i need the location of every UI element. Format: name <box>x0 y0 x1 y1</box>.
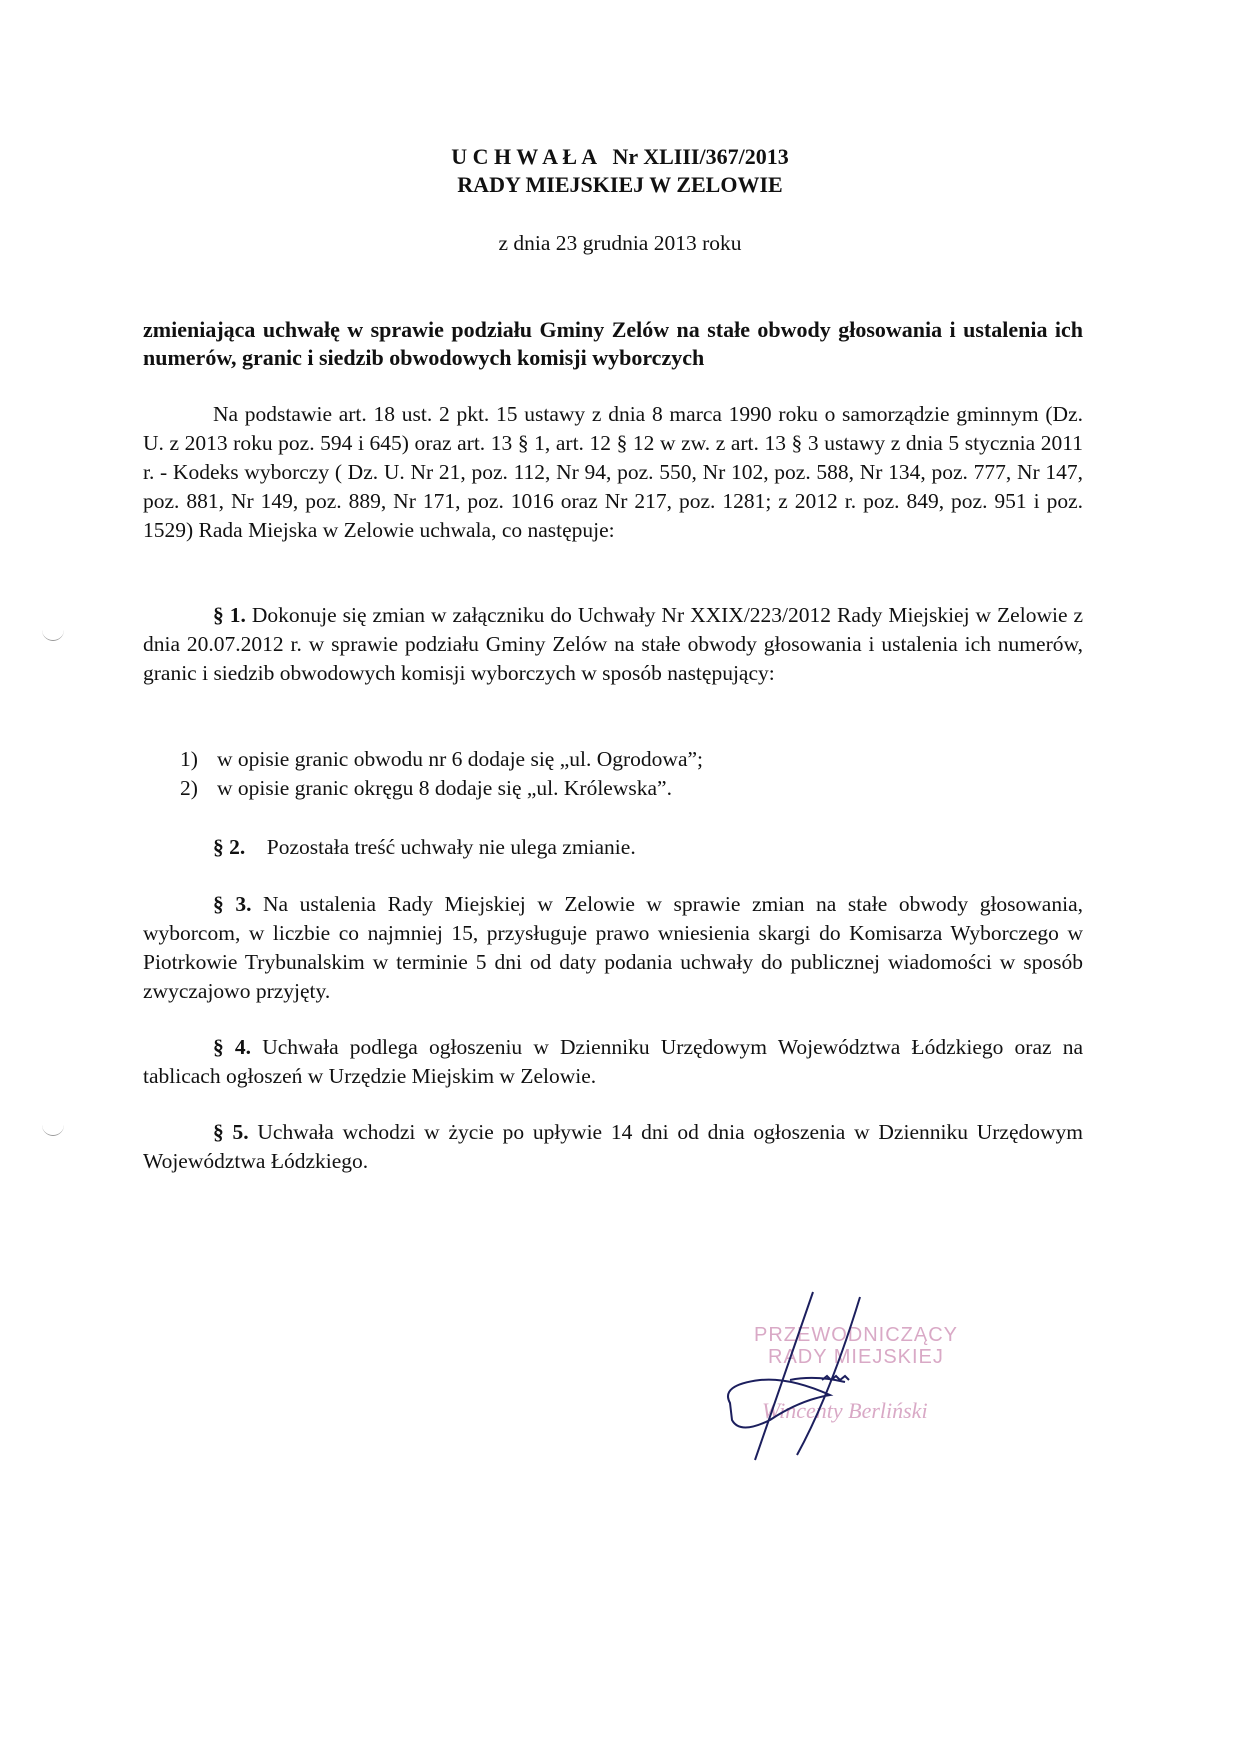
section-1 <box>143 601 1083 688</box>
list-text: w opisie granic okręgu 8 dodaje się „ul. Królewska”. <box>217 776 672 800</box>
section-4 <box>143 1033 1083 1091</box>
section-text: Uchwała wchodzi w życie po upływie 14 dni od dnia ogłoszenia w Dzienniku Urzędowym Województwa Łódzkiego. <box>143 1120 1083 1173</box>
list-item <box>180 745 703 774</box>
preamble: Na podstawie art. 18 ust. 2 pkt. 15 ustawy z dnia 8 marca 1990 roku o samorządzie gminnym (Dz. U. z 2013 roku poz. 594 i 645) oraz art. 13 § 1, art. 12 § 12 w zw. z art. 13 § 3 ustawy z dnia 5 stycznia 2011 r. - Kodeks wyborczy ( Dz. U. Nr 21, poz. 112, Nr 94, poz. 550, Nr 102, poz. 588, Nr 134, poz. 777, Nr 147, poz. 881, Nr 149, poz. 889, Nr 171, poz. 1016 oraz Nr 217, poz. 1281; z 2012 r. poz. 849, poz. 951 i poz. 1529) Rada Miejska w Zelowie uchwala, co następuje: <box>143 402 1083 542</box>
margin-mark <box>42 1123 64 1136</box>
title-line-2: RADY MIEJSKIEJ W ZELOWIE <box>457 172 783 197</box>
section-mark: § 3. <box>213 892 252 916</box>
title-line-1: U C H W A Ł A Nr XLIII/367/2013 <box>451 144 789 169</box>
document-title <box>0 143 1240 199</box>
section-text: Pozostała treść uchwały nie ulega zmianie. <box>266 835 636 859</box>
section-text: Uchwała podlega ogłoszeniu w Dzienniku Urzędowym Województwa Łódzkiego oraz na tablicach ogłoszeń w Urzędzie Miejskim w Zelowie. <box>143 1035 1084 1088</box>
list-item <box>180 774 672 803</box>
section-mark: § 4. <box>213 1035 252 1059</box>
section-mark: § 5. <box>213 1120 249 1144</box>
section-mark: § 2. <box>213 835 246 859</box>
document-date: z dnia 23 grudnia 2013 roku <box>498 231 742 255</box>
stamp-line-1: PRZEWODNICZĄCY <box>754 1324 958 1346</box>
section-2 <box>143 833 1083 862</box>
list-number: 1) <box>180 747 198 771</box>
document-subject: zmieniająca uchwałę w sprawie podziału Gminy Zelów na stałe obwody głosowania i ustalenia ich numerów, granic i siedzib obwodowych komisji wyborczych <box>143 317 1083 370</box>
list-number: 2) <box>180 776 198 800</box>
section-text: Dokonuje się zmian w załączniku do Uchwały Nr XXIX/223/2012 Rady Miejskiej w Zelowie z dnia 20.07.2012 r. w sprawie podziału Gminy Zelów na stałe obwody głosowania i ustalenia ich numerów, granic i siedzib obwodowych komisji wyborczych w sposób następujący: <box>143 603 1084 685</box>
list-text: w opisie granic obwodu nr 6 dodaje się „ul. Ogrodowa”; <box>217 747 704 771</box>
section-mark: § 1. <box>213 603 246 627</box>
margin-mark <box>42 628 64 641</box>
section-5 <box>143 1118 1083 1176</box>
section-3 <box>143 890 1083 1006</box>
signature <box>720 1285 980 1465</box>
stamp-name: Wincenty Berliński <box>762 1398 928 1423</box>
stamp-line-2: RADY MIEJSKIEJ <box>768 1346 944 1368</box>
section-text: Na ustalenia Rady Miejskiej w Zelowie w sprawie zmian na stałe obwody głosowania, wyborcom, w liczbie co najmniej 15, przysługuje prawo wniesienia skargi do Komisarza Wyborczego w Piotrkowie Trybunalskim w terminie 5 dni od daty podania uchwały do publicznej wiadomości w sposób zwyczajowo przyjęty. <box>143 892 1083 1003</box>
